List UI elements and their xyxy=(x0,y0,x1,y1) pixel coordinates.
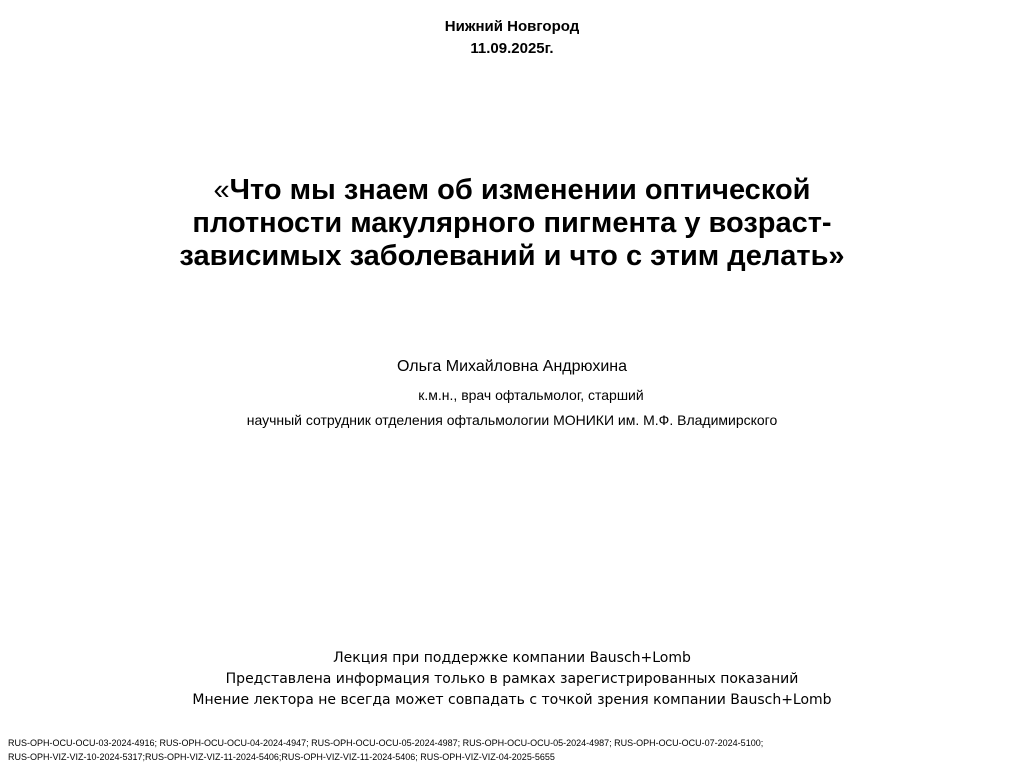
lecture-title-line-2: плотности макулярного пигмента у возраст- xyxy=(192,207,832,239)
sponsor-disclaimer xyxy=(0,648,1024,711)
registration-codes-line-1: RUS-OPH-OCU-OCU-03-2024-4916; RUS-OPH-OCU-OCU-04-2024-4947; RUS-OPH-OCU-OCU-05-2024-4987; RUS-OPH-OCU-OCU-05-2024-4987; RUS-OPH-OCU-OCU-07-2024-5100; xyxy=(8,738,764,748)
sponsor-line: Лекция при поддержке компании Bausch+Lomb xyxy=(333,650,691,666)
opinion-disclaimer-line: Мнение лектора не всегда может совпадать с точкой зрения компании Bausch+Lomb xyxy=(192,692,832,708)
author-name: Ольга Михайловна Андрюхина xyxy=(396,358,627,375)
lecture-title-line-3: зависимых заболеваний и что с этим делать» xyxy=(179,240,845,272)
lecture-title-line-1 xyxy=(80,174,944,207)
title-open-quote: « xyxy=(213,174,230,206)
author-position-line-1: к.м.н., врач офтальмолог, старший xyxy=(418,387,644,403)
lecture-title-line-1-text: Что мы знаем об изменении оптической xyxy=(229,174,811,206)
registration-codes-line-2: RUS-OPH-VIZ-VIZ-10-2024-5317;RUS-OPH-VIZ-VIZ-11-2024-5406;RUS-OPH-VIZ-VIZ-11-2024-5406; RUS-OPH-VIZ-VIZ-04-2025-5655 xyxy=(8,752,555,762)
registration-codes xyxy=(8,736,1016,764)
event-city: Нижний Новгород xyxy=(444,18,580,35)
lecture-title xyxy=(80,174,944,273)
event-date: 11.09.2025г. xyxy=(470,40,554,57)
author-position-line-2: научный сотрудник отделения офтальмологии МОНИКИ им. М.Ф. Владимирского xyxy=(246,412,778,428)
author-block xyxy=(0,357,1024,430)
indications-line: Представлена информация только в рамках зарегистрированных показаний xyxy=(225,671,799,687)
slide-header xyxy=(0,16,1024,60)
